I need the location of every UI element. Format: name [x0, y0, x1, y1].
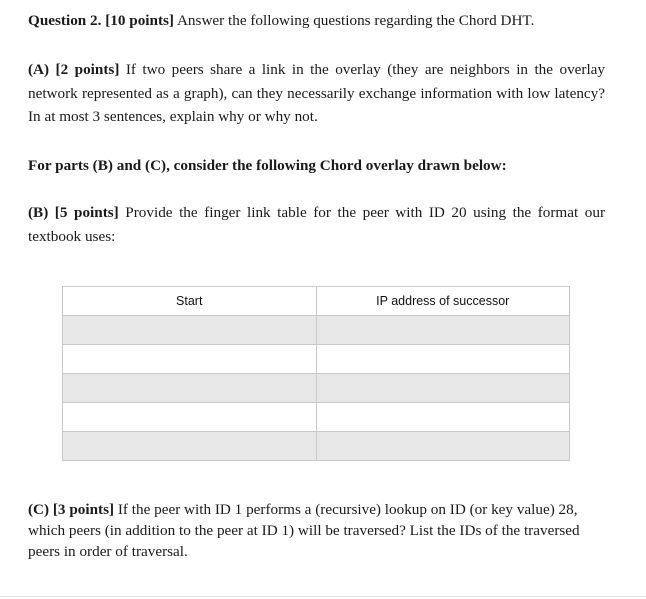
question-heading: [28, 9, 628, 33]
table-row: [63, 316, 570, 345]
finger-table-header-start: Start: [63, 287, 317, 316]
part-b-label: (B) [5 points]: [28, 204, 119, 221]
finger-cell-start[interactable]: [63, 345, 317, 374]
table-row: [63, 345, 570, 374]
part-b-paragraph: [28, 201, 605, 248]
finger-cell-start[interactable]: [63, 316, 317, 345]
table-row: [63, 403, 570, 432]
finger-cell-successor[interactable]: [316, 403, 570, 432]
table-row: [63, 374, 570, 403]
part-a-paragraph: [28, 58, 605, 129]
parts-bc-intro: [28, 154, 628, 178]
part-c-label: (C) [3 points]: [28, 501, 115, 518]
question-text: Answer the following questions regarding the Chord DHT.: [176, 12, 535, 29]
part-c-text: If the peer with ID 1 performs a (recursive) lookup on ID (or key value) 28, which peers (in addition to the peer at ID 1) will be traversed? List the IDs of the traversed peers in order of traversal.: [28, 501, 580, 560]
finger-cell-start[interactable]: [63, 403, 317, 432]
finger-cell-start[interactable]: [63, 374, 317, 403]
finger-cell-successor[interactable]: [316, 316, 570, 345]
finger-cell-successor[interactable]: [316, 345, 570, 374]
finger-table-header-successor: IP address of successor: [316, 287, 570, 316]
table-row: [63, 432, 570, 461]
part-b-text: Provide the finger link table for the peer with ID 20 using the format our textbook uses:: [28, 204, 605, 245]
finger-table: [62, 286, 570, 461]
finger-cell-start[interactable]: [63, 432, 317, 461]
question-label: Question 2.: [28, 12, 102, 29]
question-points: [10 points]: [105, 12, 174, 29]
part-a-label: (A) [2 points]: [28, 61, 120, 78]
finger-table-header-row: [63, 287, 570, 316]
part-c-paragraph: [28, 499, 598, 562]
finger-cell-successor[interactable]: [316, 432, 570, 461]
page-bottom-divider: [0, 596, 646, 597]
part-a-text: If two peers share a link in the overlay (they are neighbors in the overlay network represented as a graph), can they necessarily exchange information with low latency? In at most 3 sentences, explain why or why not.: [28, 61, 606, 125]
finger-cell-successor[interactable]: [316, 374, 570, 403]
parts-bc-intro-text: For parts (B) and (C), consider the following Chord overlay drawn below:: [28, 157, 507, 174]
